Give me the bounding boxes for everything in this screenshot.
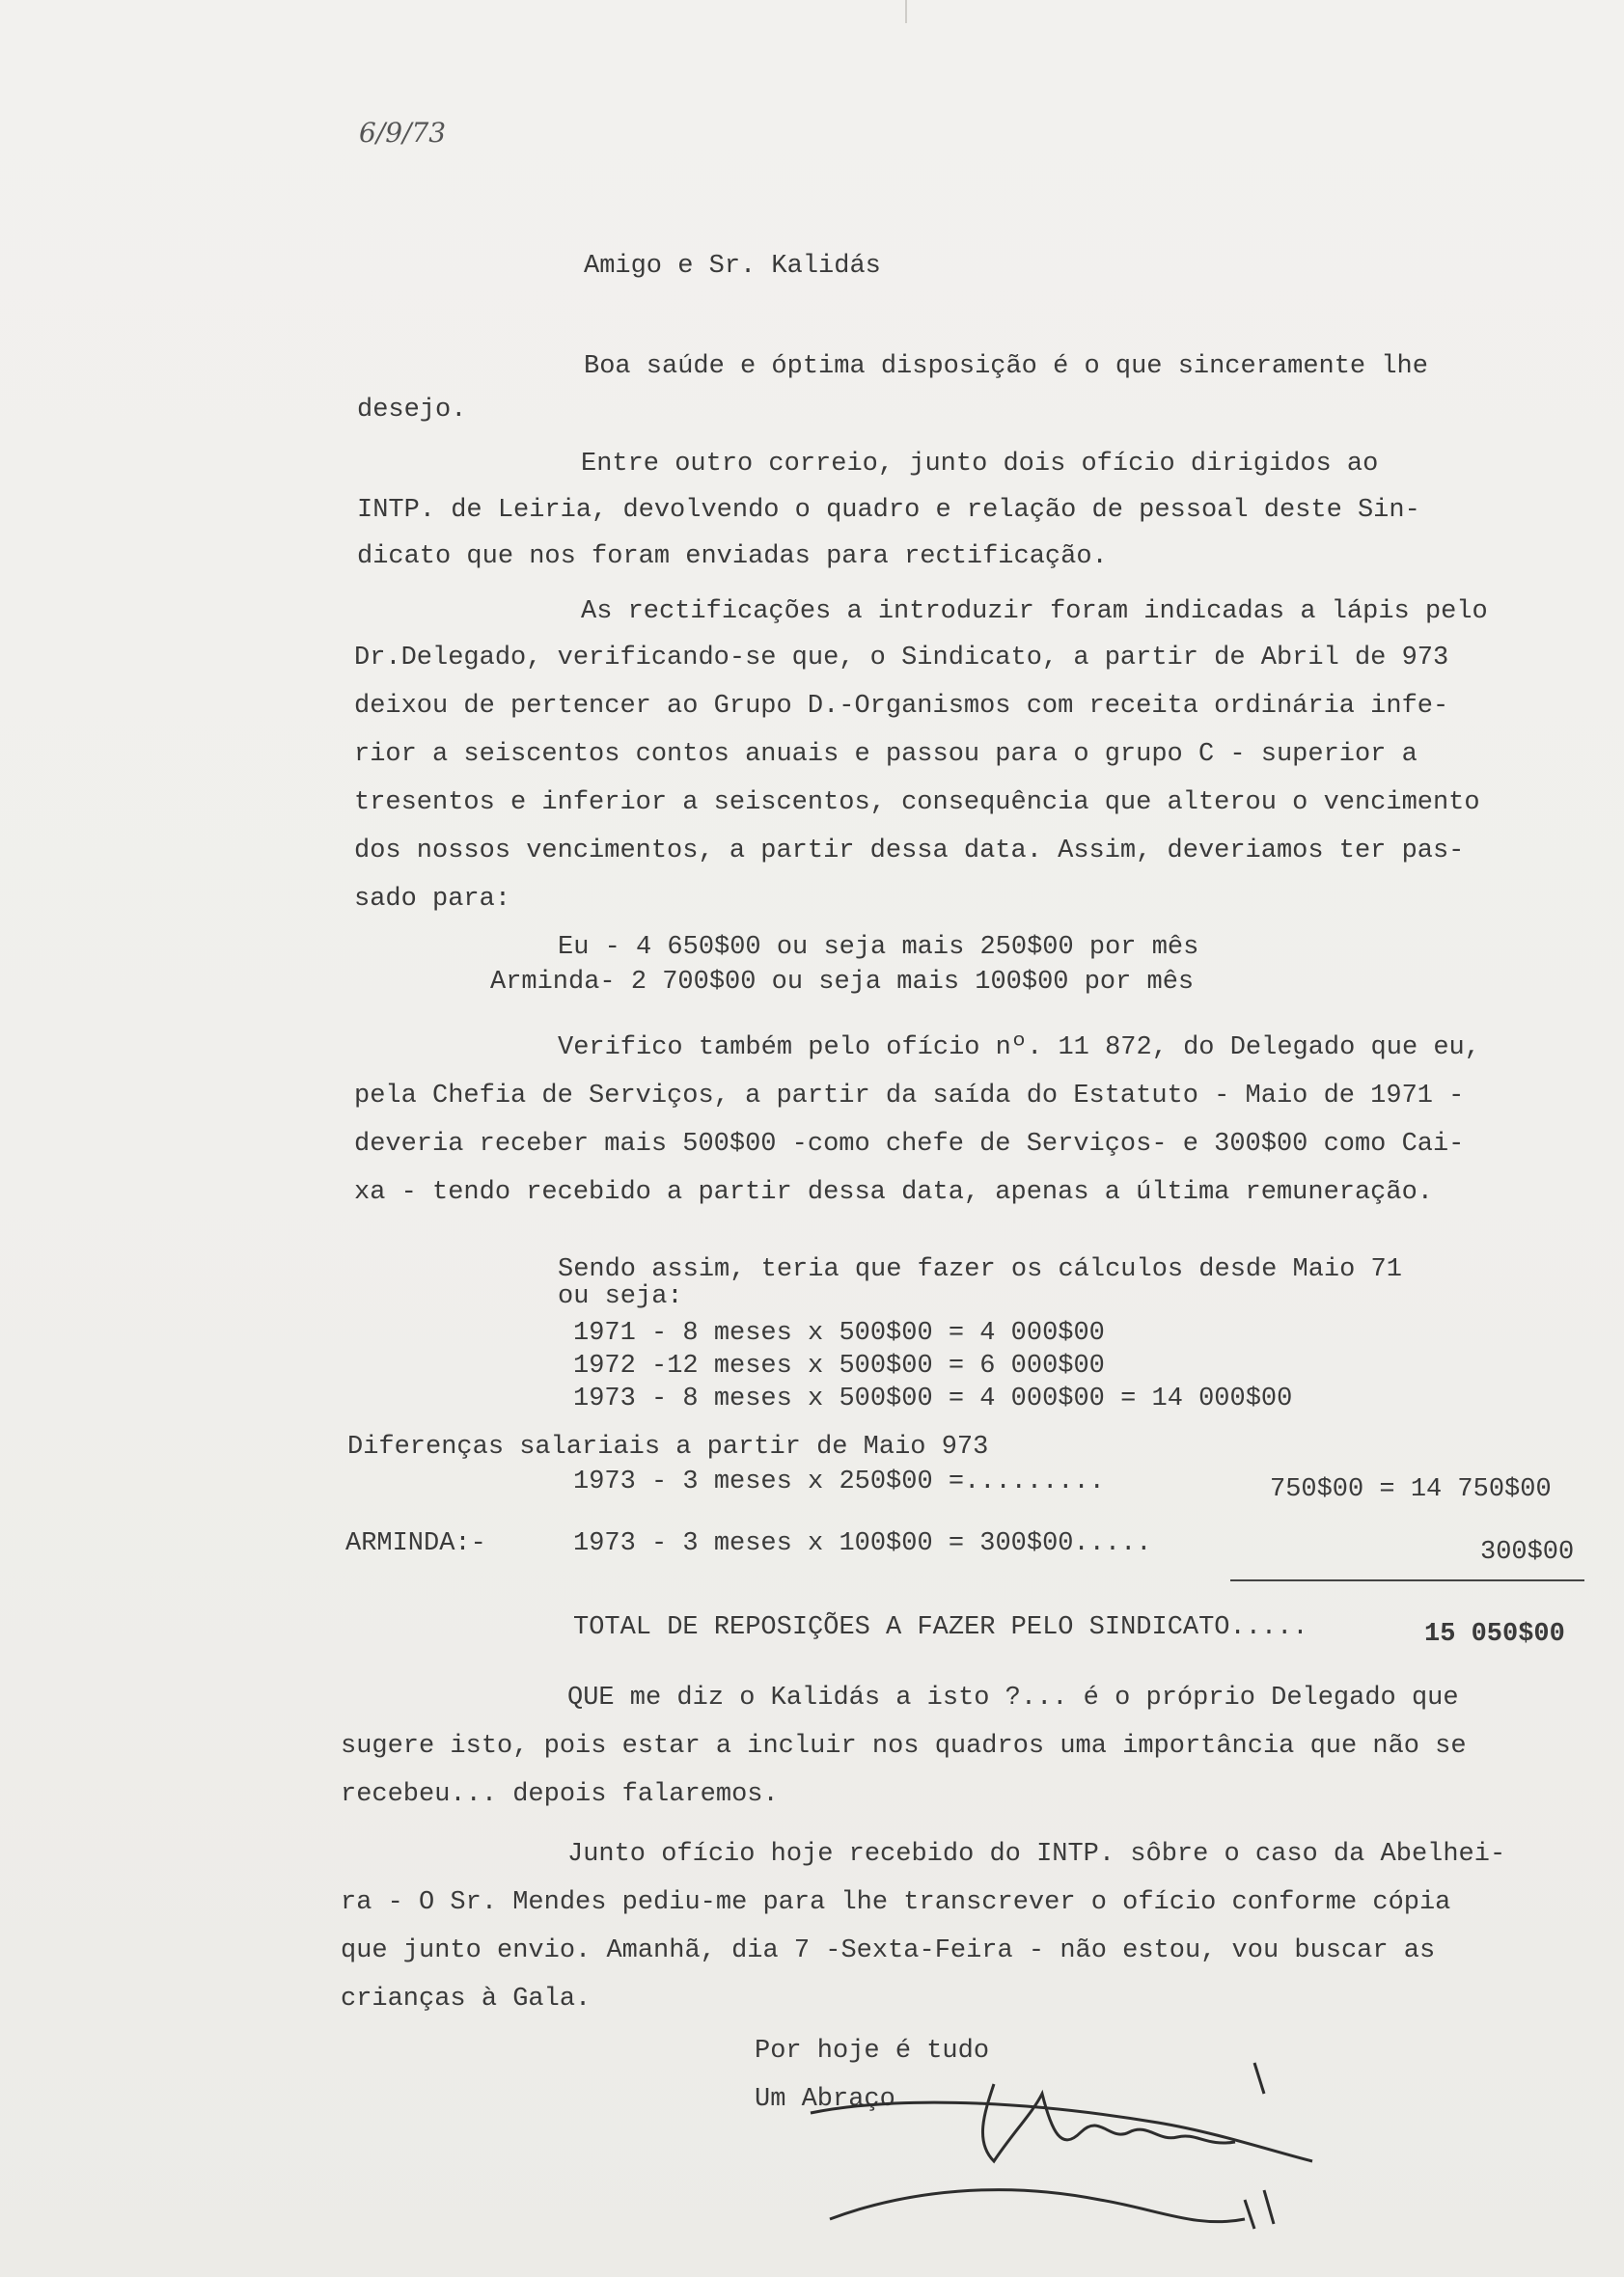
handwritten-signature <box>791 2055 1332 2248</box>
paragraph-line: dicato que nos foram enviadas para rectificação. <box>357 542 1108 571</box>
paragraph-line: tresentos e inferior a seiscentos, consequência que alterou o vencimento <box>354 788 1480 817</box>
paragraph-line: Verifico também pelo ofício nº. 11 872, do Delegado que eu, <box>558 1033 1480 1062</box>
paragraph-line: dos nossos vencimentos, a partir dessa data. Assim, deveriamos ter pas- <box>354 837 1465 865</box>
total-value: 15 050$00 <box>1424 1620 1565 1649</box>
paragraph-line: deveria receber mais 500$00 -como chefe de Serviços- e 300$00 como Cai- <box>354 1130 1465 1159</box>
diff-row-left: 1973 - 3 meses x 250$00 =......... <box>573 1468 1105 1496</box>
calc-row: 1972 -12 meses x 500$00 = 6 000$00 <box>573 1352 1105 1381</box>
paragraph-line: rior a seiscentos contos anuais e passou para o grupo C - superior a <box>354 740 1418 769</box>
arminda-row-left: 1973 - 3 meses x 100$00 = 300$00..... <box>573 1529 1152 1558</box>
paragraph-line: sado para: <box>354 885 511 914</box>
paragraph-line: INTP. de Leiria, devolvendo o quadro e relação de pessoal deste Sin- <box>357 496 1420 525</box>
paragraph-line: que junto envio. Amanhã, dia 7 -Sexta-Feira - não estou, vou buscar as <box>341 1936 1436 1965</box>
paragraph-line: Entre outro correio, junto dois ofício dirigidos ao <box>581 450 1379 479</box>
date: 6/9/73 <box>359 117 447 149</box>
closing-line: Por hoje é tudo <box>755 2037 990 2066</box>
paragraph-line: desejo. <box>357 396 467 425</box>
calc-intro-line: Sendo assim, teria que fazer os cálculos desde Maio 71 <box>558 1255 1402 1284</box>
paper-fold <box>905 0 907 23</box>
paragraph-line: recebeu... depois falaremos. <box>341 1780 779 1809</box>
sum-rule <box>1230 1579 1584 1581</box>
calc-intro-line: ou seja: <box>558 1282 683 1311</box>
paragraph-line: As rectificações a introduzir foram indicadas a lápis pelo <box>581 597 1488 626</box>
paragraph-line: pela Chefia de Serviços, a partir da saída do Estatuto - Maio de 1971 - <box>354 1082 1465 1111</box>
paragraph-line: crianças à Gala. <box>341 1985 592 2014</box>
paragraph-line: sugere isto, pois estar a incluir nos quadros uma importância que não se <box>341 1732 1467 1761</box>
paragraph-line: xa - tendo recebido a partir dessa data, apenas a última remuneração. <box>354 1178 1433 1207</box>
arminda-label: ARMINDA:- <box>345 1529 486 1558</box>
diff-row-right: 750$00 = 14 750$00 <box>1270 1475 1552 1504</box>
arminda-row-right: 300$00 <box>1480 1538 1575 1567</box>
diff-heading: Diferenças salariais a partir de Maio 973 <box>347 1433 989 1462</box>
paragraph-line: QUE me diz o Kalidás a isto ?... é o próprio Delegado que <box>567 1684 1459 1713</box>
paragraph-line: ra - O Sr. Mendes pediu-me para lhe transcrever o ofício conforme cópia <box>341 1888 1451 1917</box>
calc-row: 1973 - 8 meses x 500$00 = 4 000$00 = 14 000$00 <box>573 1385 1293 1413</box>
salutation: Amigo e Sr. Kalidás <box>584 252 881 281</box>
paragraph-line: Junto ofício hoje recebido do INTP. sôbre o caso da Abelhei- <box>567 1840 1506 1869</box>
closing-line: Um Abraço <box>755 2085 895 2114</box>
calc-row: 1971 - 8 meses x 500$00 = 4 000$00 <box>573 1319 1105 1348</box>
total-label: TOTAL DE REPOSIÇÕES A FAZER PELO SINDICATO..... <box>573 1613 1308 1642</box>
paragraph-line: Dr.Delegado, verificando-se que, o Sindicato, a partir de Abril de 973 <box>354 644 1449 672</box>
paragraph-line: Boa saúde e óptima disposição é o que sinceramente lhe <box>584 352 1428 381</box>
salary-line: Arminda- 2 700$00 ou seja mais 100$00 por mês <box>490 968 1195 997</box>
paragraph-line: deixou de pertencer ao Grupo D.-Organismos com receita ordinária infe- <box>354 692 1449 721</box>
salary-line: Eu - 4 650$00 ou seja mais 250$00 por mês <box>558 933 1199 962</box>
